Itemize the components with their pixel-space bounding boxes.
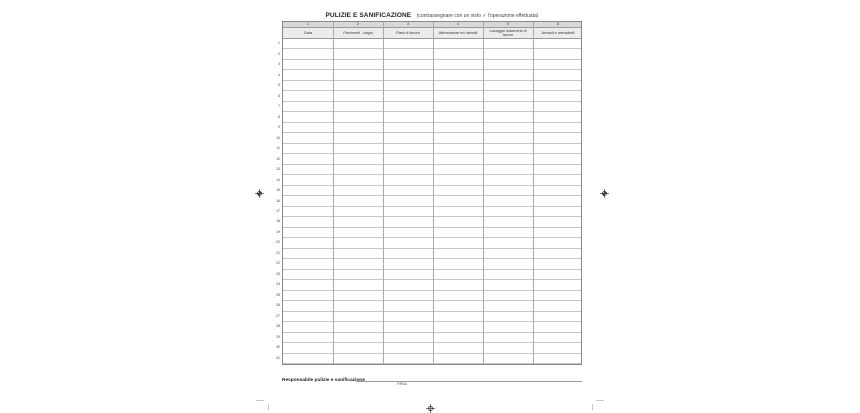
table-row [283,70,581,80]
column-number: 4 [457,22,459,26]
row-number: 15 [276,188,280,193]
check-cell[interactable] [383,217,433,226]
check-cell[interactable] [433,133,483,142]
check-cell[interactable] [433,70,483,79]
check-cell[interactable] [333,270,383,279]
check-cell[interactable] [483,175,533,184]
check-cell[interactable] [533,70,583,79]
check-cell[interactable] [333,217,383,226]
check-cell[interactable] [383,60,433,69]
check-cell[interactable] [333,280,383,289]
check-cell[interactable] [483,207,533,216]
row-number: 1 [278,41,280,46]
column-number: 6 [557,22,559,26]
check-cell[interactable] [433,102,483,111]
check-cell[interactable] [483,270,533,279]
check-cell[interactable] [483,238,533,247]
column-divider [383,22,384,364]
row-number: 18 [276,219,280,224]
check-cell[interactable] [283,144,333,153]
check-cell[interactable] [283,301,333,310]
column-number: 5 [507,22,509,26]
check-cell[interactable] [483,91,533,100]
column-number: 2 [357,22,359,26]
column-header: Pavimenti - bagni [343,31,373,35]
column-header: Data [303,31,313,35]
table-row [283,312,581,322]
check-cell[interactable] [483,39,533,48]
check-cell[interactable] [533,112,583,121]
check-cell[interactable] [433,343,483,352]
row-number: 12 [276,156,280,161]
check-cell[interactable] [533,259,583,268]
check-cell[interactable] [383,291,433,300]
column-number: 3 [407,22,409,26]
row-number: 20 [276,240,280,245]
check-cell[interactable] [283,343,333,352]
check-cell[interactable] [533,154,583,163]
check-cell[interactable] [383,301,433,310]
check-cell[interactable] [483,70,533,79]
column-header: Attrezzature ed utensili [438,31,478,35]
table-row [283,280,581,290]
check-cell[interactable] [333,70,383,79]
table-row [283,186,581,196]
row-number: 29 [276,334,280,339]
crop-mark [592,404,593,410]
registration-mark-bottom-icon [426,404,435,413]
check-cell[interactable] [483,333,533,342]
check-cell[interactable] [383,144,433,153]
check-cell[interactable] [383,196,433,205]
check-cell[interactable] [483,165,533,174]
check-cell[interactable] [383,280,433,289]
table-row [283,165,581,175]
signature-label: FIRMA [397,382,407,386]
check-cell[interactable] [533,270,583,279]
check-cell[interactable] [383,70,433,79]
check-cell[interactable] [533,354,583,363]
check-cell[interactable] [433,354,483,363]
crop-mark [596,400,604,401]
check-cell[interactable] [283,291,333,300]
check-cell[interactable] [383,270,433,279]
check-cell[interactable] [433,186,483,195]
table-row [283,196,581,206]
table-row [283,91,581,101]
check-cell[interactable] [433,81,483,90]
check-cell[interactable] [483,154,533,163]
check-cell[interactable] [533,102,583,111]
check-cell[interactable] [383,91,433,100]
check-cell[interactable] [383,102,433,111]
check-cell[interactable] [433,249,483,258]
check-cell[interactable] [333,49,383,58]
check-cell[interactable] [383,354,433,363]
column-header: Armadi e armadietti [541,31,575,35]
check-cell[interactable] [283,165,333,174]
table-row [283,249,581,259]
cleaning-log-table [282,21,582,365]
check-cell[interactable] [333,196,383,205]
check-cell[interactable] [283,217,333,226]
check-cell[interactable] [433,144,483,153]
registration-mark-right-icon [600,189,609,198]
check-cell[interactable] [383,333,433,342]
check-cell[interactable] [533,186,583,195]
check-cell[interactable] [533,301,583,310]
check-cell[interactable] [483,217,533,226]
check-cell[interactable] [283,333,333,342]
check-cell[interactable] [483,102,533,111]
check-cell[interactable] [333,123,383,132]
check-cell[interactable] [283,312,333,321]
check-cell[interactable] [333,91,383,100]
row-number: 22 [276,261,280,266]
check-cell[interactable] [483,144,533,153]
registration-mark-left-icon [255,189,264,198]
table-row [283,333,581,343]
check-cell[interactable] [433,259,483,268]
table-row [283,112,581,122]
check-cell[interactable] [383,39,433,48]
check-cell[interactable] [283,91,333,100]
table-row [283,39,581,49]
check-cell[interactable] [383,186,433,195]
check-cell[interactable] [433,238,483,247]
column-number: 1 [307,22,309,26]
check-cell[interactable] [433,196,483,205]
table-row [283,133,581,143]
check-cell[interactable] [383,81,433,90]
check-cell[interactable] [333,228,383,237]
check-cell[interactable] [333,133,383,142]
table-row [283,322,581,332]
table-row [283,238,581,248]
check-cell[interactable] [433,207,483,216]
check-cell[interactable] [383,133,433,142]
check-cell[interactable] [383,175,433,184]
check-cell[interactable] [383,123,433,132]
check-cell[interactable] [283,39,333,48]
row-number: 28 [276,324,280,329]
check-cell[interactable] [283,238,333,247]
check-cell[interactable] [533,91,583,100]
row-number: 30 [276,345,280,350]
table-row [283,60,581,70]
check-cell[interactable] [333,39,383,48]
row-number: 24 [276,282,280,287]
row-number: 14 [276,177,280,182]
check-cell[interactable] [383,249,433,258]
row-number: 7 [278,104,280,109]
check-cell[interactable] [483,133,533,142]
check-cell[interactable] [483,322,533,331]
check-cell[interactable] [283,228,333,237]
check-cell[interactable] [483,228,533,237]
check-cell[interactable] [483,112,533,121]
check-cell[interactable] [283,270,333,279]
table-row [283,49,581,59]
check-cell[interactable] [483,123,533,132]
check-cell[interactable] [283,102,333,111]
check-cell[interactable] [283,175,333,184]
table-body [283,39,581,364]
check-cell[interactable] [283,81,333,90]
check-cell[interactable] [283,133,333,142]
row-number: 5 [278,83,280,88]
check-cell[interactable] [533,343,583,352]
table-row [283,343,581,353]
check-cell[interactable] [333,238,383,247]
page-title [282,8,582,21]
check-cell[interactable] [433,280,483,289]
check-cell[interactable] [433,312,483,321]
check-cell[interactable] [483,343,533,352]
crop-mark [268,404,269,410]
check-cell[interactable] [333,60,383,69]
check-cell[interactable] [433,112,483,121]
check-cell[interactable] [333,154,383,163]
check-cell[interactable] [533,123,583,132]
check-cell[interactable] [333,354,383,363]
check-cell[interactable] [283,70,333,79]
table-row [283,175,581,185]
row-number: 9 [278,125,280,130]
check-cell[interactable] [333,165,383,174]
check-cell[interactable] [483,49,533,58]
check-cell[interactable] [383,207,433,216]
check-cell[interactable] [483,280,533,289]
check-cell[interactable] [483,354,533,363]
table-row [283,301,581,311]
check-cell[interactable] [383,259,433,268]
row-number: 26 [276,303,280,308]
row-number: 25 [276,292,280,297]
check-cell[interactable] [433,123,483,132]
check-cell[interactable] [333,312,383,321]
check-cell[interactable] [283,60,333,69]
check-cell[interactable] [333,343,383,352]
check-cell[interactable] [483,186,533,195]
check-cell[interactable] [283,112,333,121]
check-cell[interactable] [383,112,433,121]
check-cell[interactable] [283,280,333,289]
check-cell[interactable] [533,60,583,69]
check-cell[interactable] [533,333,583,342]
column-divider [333,22,334,364]
table-row [283,291,581,301]
row-number: 19 [276,229,280,234]
row-number: 21 [276,250,280,255]
check-cell[interactable] [433,39,483,48]
check-cell[interactable] [333,175,383,184]
check-cell[interactable] [283,207,333,216]
row-number: 3 [278,62,280,67]
signature-line[interactable] [356,381,582,382]
check-cell[interactable] [433,91,483,100]
row-number: 2 [278,51,280,56]
check-cell[interactable] [533,207,583,216]
check-cell[interactable] [283,322,333,331]
check-cell[interactable] [533,238,583,247]
check-cell[interactable] [533,39,583,48]
check-cell[interactable] [483,259,533,268]
table-row [283,144,581,154]
check-cell[interactable] [433,49,483,58]
table-row [283,123,581,133]
crop-mark [256,400,264,401]
check-cell[interactable] [533,312,583,321]
check-cell[interactable] [533,196,583,205]
check-cell[interactable] [533,175,583,184]
table-row [283,154,581,164]
check-cell[interactable] [333,301,383,310]
check-cell[interactable] [383,165,433,174]
check-cell[interactable] [283,49,333,58]
title-main: PULIZIE E SANIFICAZIONE [325,12,412,19]
check-cell[interactable] [333,186,383,195]
check-cell[interactable] [383,343,433,352]
check-cell[interactable] [333,291,383,300]
check-cell[interactable] [433,322,483,331]
check-cell[interactable] [283,154,333,163]
title-subtitle: (contrassegnare con un visto ✓ l'operazione effettuata) [416,13,539,19]
table-row [283,270,581,280]
check-cell[interactable] [433,270,483,279]
check-cell[interactable] [283,354,333,363]
row-number: 11 [276,146,280,151]
check-cell[interactable] [383,49,433,58]
row-number: 6 [278,93,280,98]
row-number: 13 [276,167,280,172]
table-row [283,354,581,364]
check-cell[interactable] [533,291,583,300]
column-header: Piani di lavoro [396,31,420,35]
column-divider [433,22,434,364]
check-cell[interactable] [483,60,533,69]
check-cell[interactable] [333,207,383,216]
check-cell[interactable] [533,228,583,237]
check-cell[interactable] [283,259,333,268]
check-cell[interactable] [433,165,483,174]
check-cell[interactable] [433,217,483,226]
table-row [283,81,581,91]
column-header-row [283,28,581,39]
check-cell[interactable] [283,196,333,205]
column-divider [483,22,484,364]
check-cell[interactable] [333,259,383,268]
row-number: 10 [276,135,280,140]
check-cell[interactable] [483,196,533,205]
table-row [283,207,581,217]
row-number: 17 [276,208,280,213]
check-cell[interactable] [333,249,383,258]
check-cell[interactable] [433,301,483,310]
check-cell[interactable] [533,81,583,90]
table-row [283,217,581,227]
check-cell[interactable] [533,280,583,289]
check-cell[interactable] [433,228,483,237]
check-cell[interactable] [433,154,483,163]
table-row [283,259,581,269]
check-cell[interactable] [533,144,583,153]
check-cell[interactable] [333,102,383,111]
row-number: 27 [276,313,280,318]
check-cell[interactable] [383,228,433,237]
check-cell[interactable] [333,322,383,331]
check-cell[interactable] [433,333,483,342]
column-header: Lavaggio indumenti di lavoro [489,29,527,37]
table-row [283,102,581,112]
check-cell[interactable] [383,238,433,247]
check-cell[interactable] [483,249,533,258]
check-cell[interactable] [483,312,533,321]
check-cell[interactable] [433,60,483,69]
check-cell[interactable] [383,322,433,331]
row-number: 23 [276,271,280,276]
check-cell[interactable] [533,322,583,331]
check-cell[interactable] [533,217,583,226]
check-cell[interactable] [283,249,333,258]
row-number: 16 [276,198,280,203]
check-cell[interactable] [533,49,583,58]
responsible-label: Responsabile pulizie e sanificazione [282,378,365,383]
row-number: 4 [278,72,280,77]
check-cell[interactable] [533,165,583,174]
check-cell[interactable] [433,175,483,184]
check-cell[interactable] [283,186,333,195]
check-cell[interactable] [383,154,433,163]
table-row [283,228,581,238]
check-cell[interactable] [533,249,583,258]
check-cell[interactable] [333,81,383,90]
row-number: 31 [276,355,280,360]
check-cell[interactable] [433,291,483,300]
check-cell[interactable] [333,112,383,121]
check-cell[interactable] [483,291,533,300]
column-divider [533,22,534,364]
check-cell[interactable] [283,123,333,132]
check-cell[interactable] [483,301,533,310]
check-cell[interactable] [333,144,383,153]
check-cell[interactable] [383,312,433,321]
row-number: 8 [278,114,280,119]
check-cell[interactable] [533,133,583,142]
check-cell[interactable] [483,81,533,90]
check-cell[interactable] [333,333,383,342]
